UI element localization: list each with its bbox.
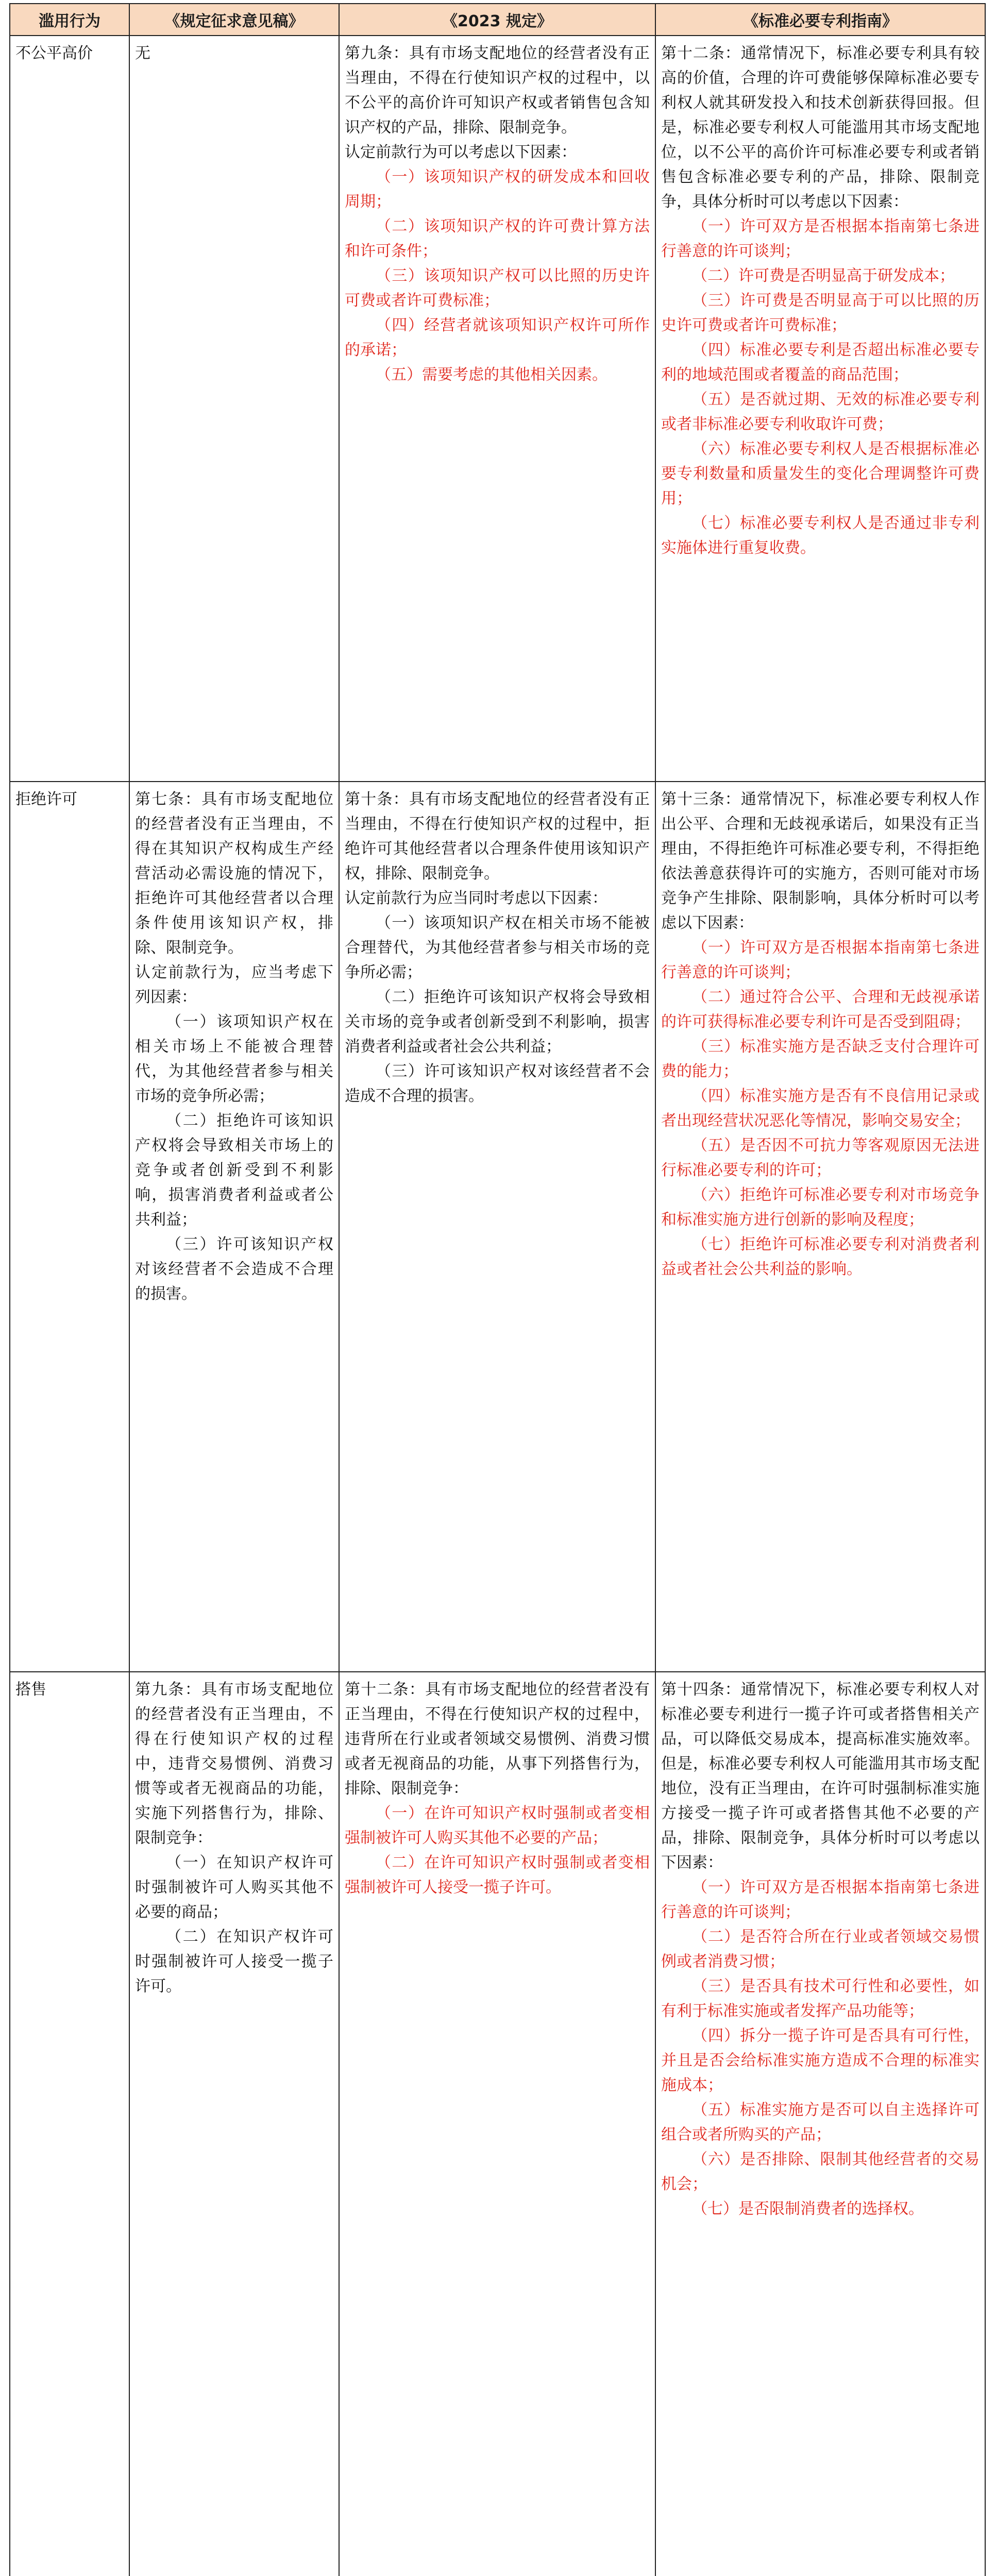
paragraph: （二）在知识产权许可时强制被许可人接受一揽子许可。 <box>135 1928 333 1995</box>
paragraph: （一）在知识产权许可时强制被许可人购买其他不必要的商品； <box>135 1854 333 1921</box>
rules-2023-cell <box>339 1672 655 2576</box>
table-header-row <box>10 4 985 36</box>
paragraph: （七）标准必要专利权人是否通过非专利实施体进行重复收费。 <box>661 514 980 557</box>
paragraph: （四）标准必要专利是否超出标准必要专利的地域范围或者覆盖的商品范围； <box>661 341 980 384</box>
paragraph: （六）标准必要专利权人是否根据标准必要专利数量和质量发生的变化合理调整许可费用； <box>661 440 980 507</box>
paragraph: （三）该项知识产权可以比照的历史许可费或者许可费标准； <box>345 267 650 310</box>
paragraph: （一）该项知识产权的研发成本和回收周期； <box>345 168 650 211</box>
paragraph: 认定前款行为可以考虑以下因素： <box>345 143 577 161</box>
table-row <box>10 36 985 782</box>
paragraph: （二）在许可知识产权时强制或者变相强制被许可人接受一揽子许可。 <box>345 1854 650 1896</box>
comparison-table <box>9 3 986 2576</box>
abuse-type-label: 不公平高价 <box>15 44 93 62</box>
paragraph: （五）是否就过期、无效的标准必要专利或者非标准必要专利收取许可费； <box>661 391 980 433</box>
abuse-type-cell <box>10 782 129 1672</box>
paragraph: （五）是否因不可抗力等客观原因无法进行标准必要专利的许可； <box>661 1137 980 1179</box>
paragraph: 第十条：具有市场支配地位的经营者没有正当理由，不得在行使知识产权的过程中，拒绝许可其他经营者以合理条件使用该知识产权，排除、限制竞争。 <box>345 790 650 883</box>
comparison-document <box>9 3 985 2576</box>
paragraph: 第十二条：具有市场支配地位的经营者没有正当理由，不得在行使知识产权的过程中，违背所在行业或者领域交易惯例、消费习惯或者无视商品的功能，从事下列搭售行为，排除、限制竞争： <box>345 1681 650 1798</box>
draft-rules-cell <box>129 782 339 1672</box>
paragraph: （一）许可双方是否根据本指南第七条进行善意的许可谈判； <box>661 1878 980 1921</box>
paragraph: （一）许可双方是否根据本指南第七条进行善意的许可谈判； <box>661 939 980 981</box>
paragraph: 认定前款行为，应当考虑下列因素： <box>135 963 333 1006</box>
paragraph: （三）许可费是否明显高于可以比照的历史许可费或者许可费标准； <box>661 292 980 334</box>
paragraph: （四）经营者就该项知识产权许可所作的承诺； <box>345 316 650 359</box>
sep-guidelines-cell <box>655 1672 985 2576</box>
paragraph: 第七条：具有市场支配地位的经营者没有正当理由，不得在其知识产权构成生产经营活动必需设施的情况下，拒绝许可其他经营者以合理条件使用该知识产权，排除、限制竞争。 <box>135 790 333 957</box>
paragraph: （三）许可该知识产权对该经营者不会造成不合理的损害。 <box>345 1062 650 1105</box>
paragraph: （二）许可费是否明显高于研发成本； <box>692 267 955 285</box>
paragraph: （六）是否排除、限制其他经营者的交易机会； <box>661 2150 980 2193</box>
table-row <box>10 782 985 1672</box>
paragraph: 第九条：具有市场支配地位的经营者没有正当理由，不得在行使知识产权的过程中，违背交易惯例、消费习惯等或者无视商品的功能，实施下列搭售行为，排除、限制竞争： <box>135 1681 333 1847</box>
abuse-type-cell <box>10 1672 129 2576</box>
paragraph: 第九条：具有市场支配地位的经营者没有正当理由，不得在行使知识产权的过程中，以不公平的高价许可知识产权或者销售包含知识产权的产品，排除、限制竞争。 <box>345 44 650 137</box>
paragraph: （三）许可该知识产权对该经营者不会造成不合理的损害。 <box>135 1235 333 1303</box>
paragraph: 无 <box>135 44 150 62</box>
paragraph: （一）许可双方是否根据本指南第七条进行善意的许可谈判； <box>661 217 980 260</box>
paragraph: （六）拒绝许可标准必要专利对市场竞争和标准实施方进行创新的影响及程度； <box>661 1186 980 1229</box>
paragraph: （二）是否符合所在行业或者领域交易惯例或者消费习惯； <box>661 1928 980 1971</box>
paragraph: （一）在许可知识产权时强制或者变相强制被许可人购买其他不必要的产品； <box>345 1804 650 1847</box>
paragraph: （三）标准实施方是否缺乏支付合理许可费的能力； <box>661 1038 980 1080</box>
draft-rules-cell <box>129 36 339 782</box>
paragraph: （二）通过符合公平、合理和无歧视承诺的许可获得标准必要专利许可是否受到阻碍； <box>661 988 980 1031</box>
paragraph: 第十三条：通常情况下，标准必要专利权人作出公平、合理和无歧视承诺后，如果没有正当理由，不得拒绝许可标准必要专利，不得拒绝依法善意获得许可的实施方，否则可能对市场竞争产生排除、限制影响，具体分析时可以考虑以下因素： <box>661 790 980 932</box>
abuse-type-cell <box>10 36 129 782</box>
header-sep-guidelines: 《标准必要专利指南》 <box>655 4 985 36</box>
rules-2023-cell <box>339 36 655 782</box>
header-abuse-type: 滥用行为 <box>10 4 129 36</box>
paragraph: （五）标准实施方是否可以自主选择许可组合或者所购买的产品； <box>661 2101 980 2144</box>
table-body <box>10 36 985 2576</box>
rules-2023-cell <box>339 782 655 1672</box>
paragraph: （二）拒绝许可该知识产权将会导致相关市场上的竞争或者创新受到不利影响，损害消费者利益或者公共利益； <box>135 1112 333 1229</box>
abuse-type-label: 搭售 <box>15 1681 46 1699</box>
paragraph: （二）拒绝许可该知识产权将会导致相关市场的竞争或者创新受到不利影响，损害消费者利益或者社会公共利益； <box>345 988 650 1056</box>
draft-rules-cell <box>129 1672 339 2576</box>
paragraph: （三）是否具有技术可行性和必要性，如有利于标准实施或者发挥产品功能等； <box>661 1977 980 2020</box>
table-row <box>10 1672 985 2576</box>
paragraph: （七）拒绝许可标准必要专利对消费者利益或者社会公共利益的影响。 <box>661 1235 980 1278</box>
sep-guidelines-cell <box>655 782 985 1672</box>
paragraph: （五）需要考虑的其他相关因素。 <box>376 366 607 384</box>
paragraph: 第十二条：通常情况下，标准必要专利具有较高的价值，合理的许可费能够保障标准必要专利权人就其研发投入和技术创新获得回报。但是，标准必要专利权人可能滥用其市场支配地位，以不公平的高价许可标准必要专利或者销售包含标准必要专利的产品，排除、限制竞争，具体分析时可以考虑以下因素： <box>661 44 980 211</box>
abuse-type-label: 拒绝许可 <box>15 790 77 808</box>
paragraph: （四）标准实施方是否有不良信用记录或者出现经营状况恶化等情况，影响交易安全； <box>661 1087 980 1130</box>
paragraph: （四）拆分一揽子许可是否具有可行性，并且是否会给标准实施方造成不合理的标准实施成本； <box>661 2027 980 2094</box>
header-2023-rules: 《2023 规定》 <box>339 4 655 36</box>
sep-guidelines-cell <box>655 36 985 782</box>
paragraph: （一）该项知识产权在相关市场上不能被合理替代，为其他经营者参与相关市场的竞争所必需； <box>135 1013 333 1105</box>
paragraph: 第十四条：通常情况下，标准必要专利权人对标准必要专利进行一揽子许可或者搭售相关产品，可以降低交易成本，提高标准实施效率。但是，标准必要专利权人可能滥用其市场支配地位，没有正当理由，在许可时强制标准实施方接受一揽子许可或者搭售其他不必要的产品，排除、限制竞争，具体分析时可以考虑以下因素： <box>661 1681 980 1872</box>
paragraph: （七）是否限制消费者的选择权。 <box>692 2200 924 2218</box>
paragraph: （一）该项知识产权在相关市场不能被合理替代，为其他经营者参与相关市场的竞争所必需； <box>345 914 650 981</box>
header-draft-rules: 《规定征求意见稿》 <box>129 4 339 36</box>
paragraph: （二）该项知识产权的许可费计算方法和许可条件； <box>345 217 650 260</box>
paragraph: 认定前款行为应当同时考虑以下因素： <box>345 889 607 907</box>
